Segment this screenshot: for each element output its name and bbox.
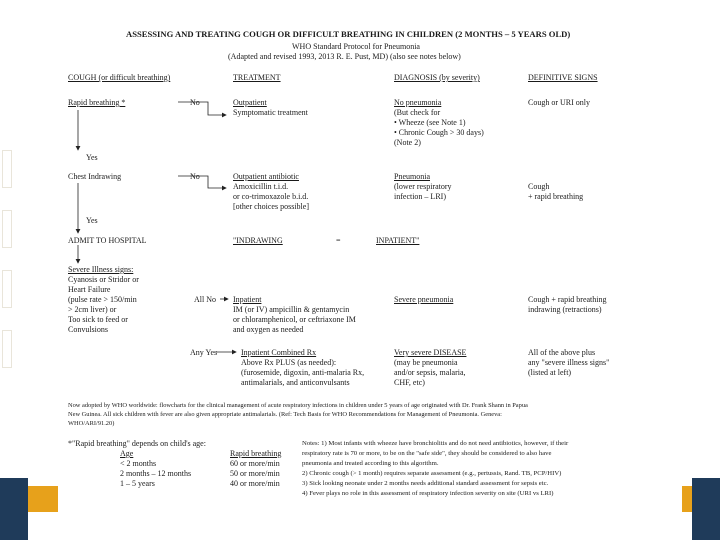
adopted-line-1: New Guinea. All sick children with fever are also given appropriate antimalarials. (Ref: Tech Basis for WHO Recommendations for Management of Pneumonia. Geneva: <box>68 411 502 418</box>
row4-tx-1: Above Rx PLUS (as needed): <box>241 358 337 367</box>
row3-cond-2: Heart Failure <box>68 285 111 294</box>
row3-sign-1: indrawing (retractions) <box>528 305 602 314</box>
row2-dx-2: infection – LRI) <box>394 192 446 201</box>
navy-block-right <box>692 478 720 540</box>
note-3: 2) Chronic cough (> 1 month) requires separate assessment (e.g., pertussis, Rand. TB, PCP/HIV) <box>302 470 562 477</box>
any-yes-label: Any Yes <box>190 348 218 357</box>
row4-tx-0: Inpatient Combined Rx <box>241 348 317 357</box>
row1-dx-0: No pneumonia <box>394 98 442 107</box>
note-0: Notes: 1) Most infants with wheeze have bronchiolitis and do not need antibiotics, however, if their <box>302 440 569 447</box>
row1-tx-0: Outpatient <box>233 98 267 107</box>
row4-sign-0: All of the above plus <box>528 348 596 357</box>
row2-tx-2: or co-trimoxazole b.i.d. <box>233 192 309 201</box>
col-treatment: TREATMENT <box>233 73 281 82</box>
row1-dx-4: (Note 2) <box>394 138 421 147</box>
row4-dx-1: (may be pneumonia <box>394 358 458 367</box>
yes-2: Yes <box>86 216 98 225</box>
arrow-row1-no <box>178 102 226 115</box>
row2-tx-3: [other choices possible] <box>233 202 309 211</box>
row1-no: No <box>190 98 200 107</box>
rate-row-2: 40 or more/min <box>230 479 280 488</box>
col-signs: DEFINITIVE SIGNS <box>528 73 598 82</box>
row1-tx-1: Symptomatic treatment <box>233 108 308 117</box>
note-5: 4) Fever plays no role in this assessment of respiratory infection severity on site (URI vs LRI) <box>302 490 554 497</box>
row4-sign-2: (listed at left) <box>528 368 572 377</box>
equals-sign: = <box>336 236 341 245</box>
indrawing-label: "INDRAWING <box>233 236 283 245</box>
left-pattern <box>0 0 14 540</box>
arrow-row2-no <box>178 176 226 188</box>
row2-dx-0: Pneumonia <box>394 172 430 181</box>
rate-header: Rapid breathing <box>230 449 282 458</box>
row4-dx-0: Very severe DISEASE <box>394 348 467 357</box>
row3-cond-3: (pulse rate > 150/min <box>68 295 137 304</box>
doc-adapted: (Adapted and revised 1993, 2013 R. E. Pust, MD) (also see notes below) <box>228 52 461 61</box>
row3-cond-4: > 2cm liver) or <box>68 305 117 314</box>
row3-tx-2: or chloramphenicol, or ceftriaxone IM <box>233 315 356 324</box>
flow-arrows <box>58 25 682 540</box>
inpatient-label: INPATIENT" <box>376 236 420 245</box>
col-diagnosis: DIAGNOSIS (by severity) <box>394 73 480 82</box>
note-1: respiratory rate is 70 or more, to be on the "safe side", they should be considered to also have <box>302 450 552 457</box>
row3-tx-3: and oxygen as needed <box>233 325 304 334</box>
admit-label: ADMIT TO HOSPITAL <box>68 236 147 245</box>
col-cough: COUGH (or difficult breathing) <box>68 73 171 82</box>
row2-tx-1: Amoxicillin t.i.d. <box>233 182 289 191</box>
row4-sign-1: any "severe illness signs" <box>528 358 610 367</box>
doc-subtitle: WHO Standard Protocol for Pneumonia <box>292 42 420 51</box>
rapid-def: *"Rapid breathing" depends on child's age: <box>68 439 206 448</box>
row4-tx-3: antimalarials, and anticonvulsants <box>241 378 350 387</box>
row2-tx-0: Outpatient antibiotic <box>233 172 299 181</box>
adopted-line-0: Now adopted by WHO worldwide: flowcharts for the clinical management of acute respiratory infections in children under 5 years of age originated with Dr. Frank Shann in Papua <box>68 402 528 409</box>
rapid-breathing-label: Rapid breathing * <box>68 98 126 107</box>
row1-dx-1: (But check for <box>394 108 441 117</box>
row3-cond-0: Severe Illness signs: <box>68 265 134 274</box>
row1-dx-3: • Chronic Cough > 30 days) <box>394 128 484 137</box>
age-row-2: 1 – 5 years <box>120 479 155 488</box>
doc-title: ASSESSING AND TREATING COUGH OR DIFFICULT BREATHING IN CHILDREN (2 MONTHS – 5 YEARS OLD) <box>126 29 571 39</box>
age-row-0: < 2 months <box>120 459 157 468</box>
all-no-label: All No <box>194 295 216 304</box>
row3-sign-0: Cough + rapid breathing <box>528 295 607 304</box>
age-row-1: 2 months – 12 months <box>120 469 192 478</box>
row1-sign: Cough or URI only <box>528 98 590 107</box>
age-header: Age <box>120 449 134 458</box>
row3-cond-6: Convulsions <box>68 325 109 334</box>
rate-row-1: 50 or more/min <box>230 469 280 478</box>
row3-tx-1: IM (or IV) ampicillin & gentamycin <box>233 305 350 314</box>
adopted-line-2: WHO/ARI/91.20) <box>68 420 115 427</box>
yes-1: Yes <box>86 153 98 162</box>
row2-sign-0: Cough <box>528 182 550 191</box>
row3-cond-1: Cyanosis or Stridor or <box>68 275 139 284</box>
row1-dx-2: • Wheeze (see Note 1) <box>394 118 466 127</box>
navy-block-left <box>0 478 28 540</box>
note-2: pneumonia and treated according to this algorithm. <box>302 460 439 467</box>
row3-cond-5: Too sick to feed or <box>68 315 128 324</box>
row3-tx-0: Inpatient <box>233 295 262 304</box>
row3-dx: Severe pneumonia <box>394 295 454 304</box>
row2-dx-1: (lower respiratory <box>394 182 452 191</box>
row2-sign-1: + rapid breathing <box>528 192 584 201</box>
chest-indrawing-label: Chest Indrawing <box>68 172 122 181</box>
row2-no: No <box>190 172 200 181</box>
row4-dx-3: CHF, etc) <box>394 378 425 387</box>
document-page <box>58 25 682 540</box>
rate-row-0: 60 or more/min <box>230 459 280 468</box>
row4-dx-2: and/or sepsis, malaria, <box>394 368 466 377</box>
row4-tx-2: (furosemide, digoxin, anti-malaria Rx, <box>241 368 365 377</box>
note-4: 3) Sick looking neonate under 2 months needs additional standard assessment for sepsis etc. <box>302 480 549 487</box>
